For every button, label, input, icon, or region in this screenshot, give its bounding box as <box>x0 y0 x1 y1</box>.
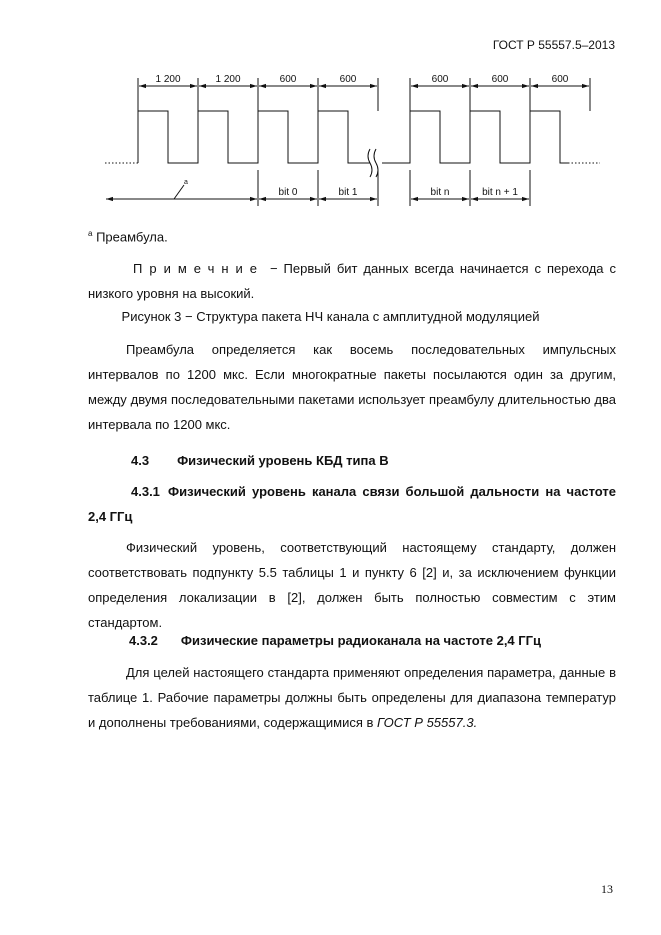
bit-label: bit 0 <box>278 187 298 198</box>
parameters-paragraph <box>88 660 616 735</box>
bit-label: bit n + 1 <box>482 187 518 198</box>
interval-label: 600 <box>431 74 449 85</box>
interval-label: 600 <box>551 74 569 85</box>
standard-reference: ГОСТ Р 55557.3. <box>377 715 478 730</box>
document-header: ГОСТ Р 55557.5–2013 <box>492 38 615 52</box>
note-label: Примечние <box>133 261 265 276</box>
interval-label: 600 <box>279 74 297 85</box>
section-title: Физический уровень канала связи большой дальности на частоте 2,4 ГГц <box>88 484 616 524</box>
figure-footnote <box>88 229 168 244</box>
note-text: − Первый бит данных всегда начинается с перехода с низкого уровня на высокий. <box>88 261 616 301</box>
section-title: Физический уровень КБД типа В <box>177 453 389 468</box>
figure-note <box>88 256 616 306</box>
section-title: Физические параметры радиоканала на частоте 2,4 ГГц <box>180 633 541 648</box>
interval-label: 1 200 <box>215 74 241 85</box>
section-heading-4-3-1 <box>88 479 616 529</box>
bit-label: bit 1 <box>338 187 358 198</box>
preamble-paragraph: Преамбула определяется как восемь последовательных импульсных интервалов по 1200 мкс. Если многократные пакеты посылаются один за другим, между двумя последовательными пакетами использует преамбулу длительностью два интервала по 1200 мкс. <box>88 342 616 432</box>
footnote-text: Преамбула. <box>96 229 168 245</box>
bit-label: bit n <box>430 187 450 198</box>
footnote-marker: а <box>88 229 93 238</box>
paragraph-text: Для целей настоящего стандарта применяют определения параметра, данные в таблице 1. Рабочие параметры должны быть определены для диапазона температур и дополнены требованиями, содержащимися в <box>88 665 616 730</box>
interval-label: 1 200 <box>155 74 181 85</box>
interval-label: 600 <box>339 74 357 85</box>
section-heading-4-3 <box>131 453 389 468</box>
interval-label: 600 <box>491 74 509 85</box>
packet-structure-diagram <box>100 60 600 210</box>
physical-layer-paragraph: Физический уровень, соответствующий настоящему стандарту, должен соответствовать подпункту 5.5 таблицы 1 и пункту 6 [2] и, за исключением функции определения локализации в [2], должен быть полностью совместим с этим стандартом. <box>88 540 616 630</box>
section-number: 4.3.1 <box>131 484 160 499</box>
section-heading-4-3-2 <box>129 633 541 648</box>
preamble-marker: a <box>184 179 188 186</box>
page-number: 13 <box>601 882 613 896</box>
figure-caption: Рисунок 3 − Структура пакета НЧ канала с амплитудной модуляцией <box>121 309 540 324</box>
section-number: 4.3 <box>131 453 150 468</box>
section-number: 4.3.2 <box>129 633 158 648</box>
